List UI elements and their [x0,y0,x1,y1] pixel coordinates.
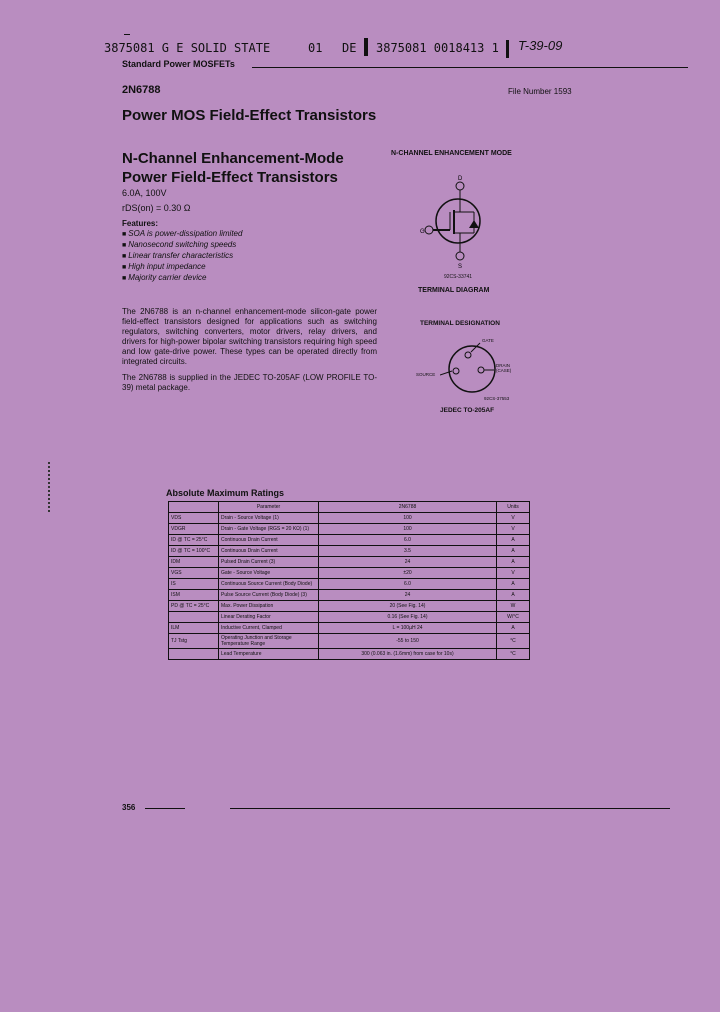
table-row [169,524,530,535]
drain-label: DRAIN (CASE) [496,363,512,373]
cell-symbol [169,649,219,660]
cell-value: -55 to 150 [319,634,497,649]
cell-units: A [497,590,530,601]
cell-parameter: Continuous Drain Current [219,546,319,557]
gate-label: GATE [482,338,494,343]
package-label: JEDEC TO-205AF [440,407,495,414]
divider [145,808,185,809]
divider [230,808,670,809]
cell-symbol: TJ Tstg [169,634,219,649]
mosfet-symbol [420,172,500,272]
cell-units: W [497,601,530,612]
product-title-1: N-Channel Enhancement-Mode [122,150,344,167]
cell-parameter: Pulse Source Current (Body Diode) (3) [219,590,319,601]
section-label: Standard Power MOSFETs [122,59,235,69]
description: The 2N6788 is an n-channel enhancement-mode silicon-gate power field-effect transistors designed for applications such as switching regulators, switching converters, motor drivers, relay drivers, and drivers for high-power bipolar switching transistors requiring high speed and low gate-drive power. These types can be operated directly from integrated circuits. [122,307,377,366]
cell-units: V [497,568,530,579]
features-list [122,229,242,284]
symbol-ref: 92CS-33741 [444,274,473,280]
feature-item: ■ Nanosecond switching speeds [122,240,242,251]
cell-symbol: IS [169,579,219,590]
pin-g-label: G [420,229,425,235]
handwritten-note: T-39-09 [518,38,563,53]
cell-symbol: VDS [169,513,219,524]
cell-parameter: Drain - Gate Voltage (RGS = 20 KΩ) (1) [219,524,319,535]
cell-value: 0.16 (See Fig. 14) [319,612,497,623]
ratings-table [168,501,530,660]
table-row [169,546,530,557]
table-row [169,623,530,634]
table-row [169,535,530,546]
scan-marks [48,462,52,512]
cell-symbol: IDM [169,557,219,568]
cell-value: 24 [319,557,497,568]
source-label: SOURCE [416,372,436,377]
cell-parameter: Operating Junction and Storage Temperature Range [219,634,319,649]
cell-parameter: Gate - Source Voltage [219,568,319,579]
cell-parameter: Max. Power Dissipation [219,601,319,612]
cell-units: A [497,546,530,557]
terminal-diagram-title: TERMINAL DIAGRAM [418,287,490,294]
cell-symbol: ILM [169,623,219,634]
table-row [169,568,530,579]
features-label: Features: [122,219,159,228]
scan-bar [364,38,368,56]
ratings-title: Absolute Maximum Ratings [166,488,285,498]
cell-symbol: PD @ TC = 25°C [169,601,219,612]
cell-value: ±20 [319,568,497,579]
cell-symbol: ID @ TC = 25°C [169,535,219,546]
cell-value: 20 (See Fig. 14) [319,601,497,612]
product-title-2: Power Field-Effect Transistors [122,169,338,186]
cell-units: V [497,513,530,524]
cell-value: 300 (0.063 in. (1.6mm) from case for 10s) [319,649,497,660]
cell-symbol: ISM [169,590,219,601]
cell-value: 100 [319,524,497,535]
cell-units: °C [497,649,530,660]
scan-code: 3875081 G E SOLID STATE [104,41,271,55]
terminal-designation-title: TERMINAL DESIGNATION [420,320,500,327]
cell-parameter: Continuous Source Current (Body Diode) [219,579,319,590]
cell-units: W/°C [497,612,530,623]
cell-value: 6.0 [319,535,497,546]
divider [252,67,688,68]
cell-parameter: Lead Temperature [219,649,319,660]
cell-units: A [497,535,530,546]
rds-on: rDS(on) = 0.30 Ω [122,203,191,213]
cell-parameter: Pulsed Drain Current (3) [219,557,319,568]
cell-units: A [497,579,530,590]
mark [124,34,130,35]
package-description: The 2N6788 is supplied in the JEDEC TO-205AF (LOW PROFILE TO-39) metal package. [122,373,377,392]
cell-parameter: Continuous Drain Current [219,535,319,546]
cell-value: 3.5 [319,546,497,557]
cell-value: 6.0 [319,579,497,590]
cell-units: A [497,623,530,634]
table-row [169,579,530,590]
pin-d-label: D [458,176,463,182]
cell-units: V [497,524,530,535]
cell-parameter: Linear Derating Factor [219,612,319,623]
cell-symbol: ID @ TC = 100°C [169,546,219,557]
cell-units: A [497,557,530,568]
cell-value: 100 [319,513,497,524]
description-block [122,307,377,399]
pin-s-label: S [458,264,463,270]
feature-item: ■ High input impedance [122,262,242,273]
cell-units: °C [497,634,530,649]
table-row [169,634,530,649]
table-row [169,601,530,612]
cell-symbol: VDGR [169,524,219,535]
cell-symbol [169,612,219,623]
scan-code-de: DE [342,41,357,55]
table-row [169,590,530,601]
table-row [169,513,530,524]
feature-item: ■ SOA is power-dissipation limited [122,229,242,240]
table-row [169,612,530,623]
page-number: 356 [122,803,136,812]
cell-parameter: Inductive Current, Clamped [219,623,319,634]
cell-parameter: Drain - Source Voltage (1) [219,513,319,524]
feature-item: ■ Linear transfer characteristics [122,251,242,262]
scan-code-mid: 01 [308,41,323,55]
package-ref: 92CS-37553 [484,396,510,401]
cell-value: L = 100µH 24 [319,623,497,634]
header-units: Units [497,502,530,513]
cell-symbol: VGS [169,568,219,579]
part-number: 2N6788 [122,84,161,96]
header-symbol [169,502,219,513]
rating: 6.0A, 100V [122,188,167,198]
scan-bar [506,40,509,58]
symbol-title: N-CHANNEL ENHANCEMENT MODE [391,150,512,157]
page-title: Power MOS Field-Effect Transistors [122,107,377,124]
table-header-row [169,502,530,513]
table-row [169,649,530,660]
header-part: 2N6788 [319,502,497,513]
feature-item: ■ Majority carrier device [122,273,242,284]
cell-value: 24 [319,590,497,601]
header-parameter: Parameter [219,502,319,513]
table-row [169,557,530,568]
file-number: File Number 1593 [508,87,572,96]
scan-code-num: 3875081 0018413 1 [376,41,499,55]
